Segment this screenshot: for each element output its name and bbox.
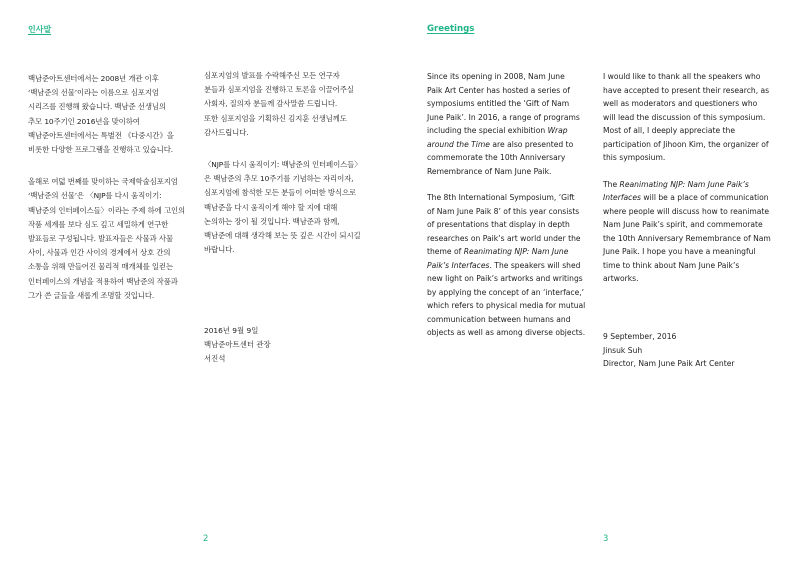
text-line: which refers to physical media for mutual [427, 301, 586, 310]
english-column-1 [427, 70, 599, 353]
korean-signature [204, 324, 271, 367]
text-line: 발표들로 구성됩니다. 발표자들은 사물과 사물 [28, 234, 173, 244]
text-line: Remembrance of Nam June Paik. [427, 166, 552, 176]
english-column-2 [603, 70, 788, 299]
text-line: 백남준에 대해 생각해 보는 뜻 깊은 시간이 되시길 [204, 231, 361, 241]
text-line: 심포지엄의 발표를 수락해주신 모든 연구자 [204, 71, 340, 80]
english-paragraph [427, 70, 599, 178]
text-line: artworks. [603, 274, 639, 283]
text-line: 시리즈를 진행해 왔습니다. 백남준 선생님의 [28, 102, 166, 112]
text-line: 논의하는 장이 될 것입니다. 백남준과 함께, [204, 216, 340, 226]
text-line: The [603, 179, 620, 189]
text-line: participation of Jihoon Kim, the organizer of [603, 139, 769, 149]
text-line: 백남준아트센터에서는 특별전 《다중시간》을 [28, 130, 174, 140]
text-line: June Paik. I hope you have a meaningful [603, 247, 756, 256]
text-line: Most of all, I deeply appreciate the [603, 126, 736, 135]
text-line: 백남준을 다시 움직이게 해야 할 지에 대해 [204, 202, 338, 212]
text-line: will be a place of communication [640, 193, 769, 202]
korean-column-1 [28, 72, 198, 321]
english-paragraph [603, 178, 788, 286]
text-line: by applying the concept of an ‘interface,’ [427, 287, 585, 297]
text-line: will lead the discussion of this symposium. [603, 112, 766, 122]
text-line: have accepted to present their research, as [603, 85, 770, 95]
text-line: of Nam June Paik 8’ of this year consists [427, 206, 580, 216]
text-line: objects as well as among diverse objects. [427, 328, 586, 337]
text-line: new light on Paik’s artworks and writings [427, 274, 583, 283]
page-heading-english: Greetings [427, 24, 475, 34]
symposium-title: Interfaces [603, 193, 641, 202]
text-line: 백남준아트센터에서는 2008년 개관 이후 [28, 74, 159, 83]
signature-name: 서진석 [204, 354, 226, 364]
english-paragraph [603, 70, 788, 165]
text-line: . The speakers will shed [489, 260, 581, 270]
text-line: 사회자, 질의자 분들께 감사말씀 드립니다. [204, 99, 338, 109]
signature-date: 2016년 9월 9일 [204, 326, 259, 335]
text-line: 작품 세계를 보다 심도 깊고 세밀하게 연구한 [28, 219, 169, 229]
text-line: theme of [427, 247, 464, 256]
text-line: 비롯한 다양한 프로그램을 진행하고 있습니다. [28, 145, 173, 155]
page-heading-korean: 인사말 [28, 25, 52, 34]
korean-paragraph [28, 175, 198, 303]
text-line: where people will discuss how to reanimate [603, 206, 770, 216]
text-line: 바랍니다. [204, 245, 235, 255]
korean-paragraph [204, 158, 384, 257]
korean-paragraph [28, 72, 198, 157]
korean-paragraph [204, 69, 384, 140]
korean-column-2 [204, 69, 384, 275]
text-line: time to think about Nam June Paik’s [603, 260, 740, 270]
text-line: 그가 쓴 글들을 새롭게 조명할 것입니다. [28, 290, 155, 300]
text-line: 또한 심포지엄을 기획하신 김지훈 선생님께도 [204, 113, 347, 123]
text-line: Paik Art Center has hosted a series of [427, 85, 570, 95]
page-number: 2 [203, 533, 209, 543]
text-line: 백남준의 인터페이스들〉이라는 주제 하에 고인의 [28, 205, 186, 215]
text-line: the 10th Anniversary Remembrance of Nam [603, 233, 771, 243]
text-line: June Paik’. In 2016, a range of programs [427, 112, 580, 122]
text-line: 감사드립니다. [204, 127, 249, 137]
english-paragraph [427, 191, 599, 340]
symposium-title: Paik’s Interfaces [427, 260, 490, 270]
text-line: 심포지엄에 참석한 모든 분들이 어떠한 방식으로 [204, 188, 357, 198]
text-line: 〈NJP를 다시 움직이기: 백남준의 인터페이스들〉 [204, 160, 362, 170]
text-line: I would like to thank all the speakers who [603, 72, 761, 81]
text-line: commemorate the 10th Anniversary [427, 153, 566, 162]
text-line: ‘백남준의 선물’이라는 이름으로 심포지엄 [28, 88, 159, 98]
signature-title: Director, Nam June Paik Art Center [603, 359, 735, 368]
text-line: ‘백남준의 선물’은 〈NJP를 다시 움직이기: [28, 191, 162, 201]
text-line: this symposium. [603, 153, 666, 162]
symposium-title: Reanimating NJP: Nam June [463, 247, 569, 256]
english-signature [603, 330, 735, 371]
text-line: researches on Paik’s art world under the [427, 233, 581, 243]
text-line: The 8th International Symposium, ‘Gift [427, 193, 575, 202]
text-line: 추모 10주기인 2016년을 맞이하여 [28, 116, 140, 126]
text-line: of presentations that display in depth [427, 220, 570, 229]
text-line: 올해로 여덟 번째를 맞이하는 국제학술심포지엄 [28, 177, 178, 187]
right-page [400, 0, 800, 568]
text-line: symposiums entitled the ‘Gift of Nam [427, 99, 570, 108]
text-line: 은 백남준의 추모 10주기를 기념하는 자리이자, [204, 174, 354, 184]
text-line: well as moderators and questioners who [603, 99, 758, 108]
signature-title: 백남준아트센터 관장 [204, 340, 271, 350]
text-line: 인터페이스의 개념을 적용하여 백남준의 작품과 [28, 276, 178, 286]
text-line: 분들과 심포지엄을 진행하고 토론을 이끌어주실 [204, 85, 354, 95]
text-line: including the special exhibition [427, 126, 548, 135]
symposium-title: Reanimating NJP: Nam June Paik’s [619, 179, 749, 189]
text-line: are also presented to [489, 139, 574, 149]
text-line: Nam June Paik’s spirit, and commemorate [603, 220, 763, 229]
signature-name: Jinsuk Suh [603, 345, 643, 355]
exhibition-title: Wrap [547, 126, 568, 135]
page-number: 3 [603, 533, 609, 543]
text-line: communication between humans and [427, 314, 571, 324]
exhibition-title: around the Time [427, 139, 490, 149]
text-line: 소통을 위해 만들어진 물리적 매개체를 일컫는 [28, 262, 173, 272]
text-line: 사이, 사물과 인간 사이의 경계에서 상호 간의 [28, 248, 171, 258]
signature-date: 9 September, 2016 [603, 332, 677, 341]
text-line: Since its opening in 2008, Nam June [427, 72, 565, 81]
